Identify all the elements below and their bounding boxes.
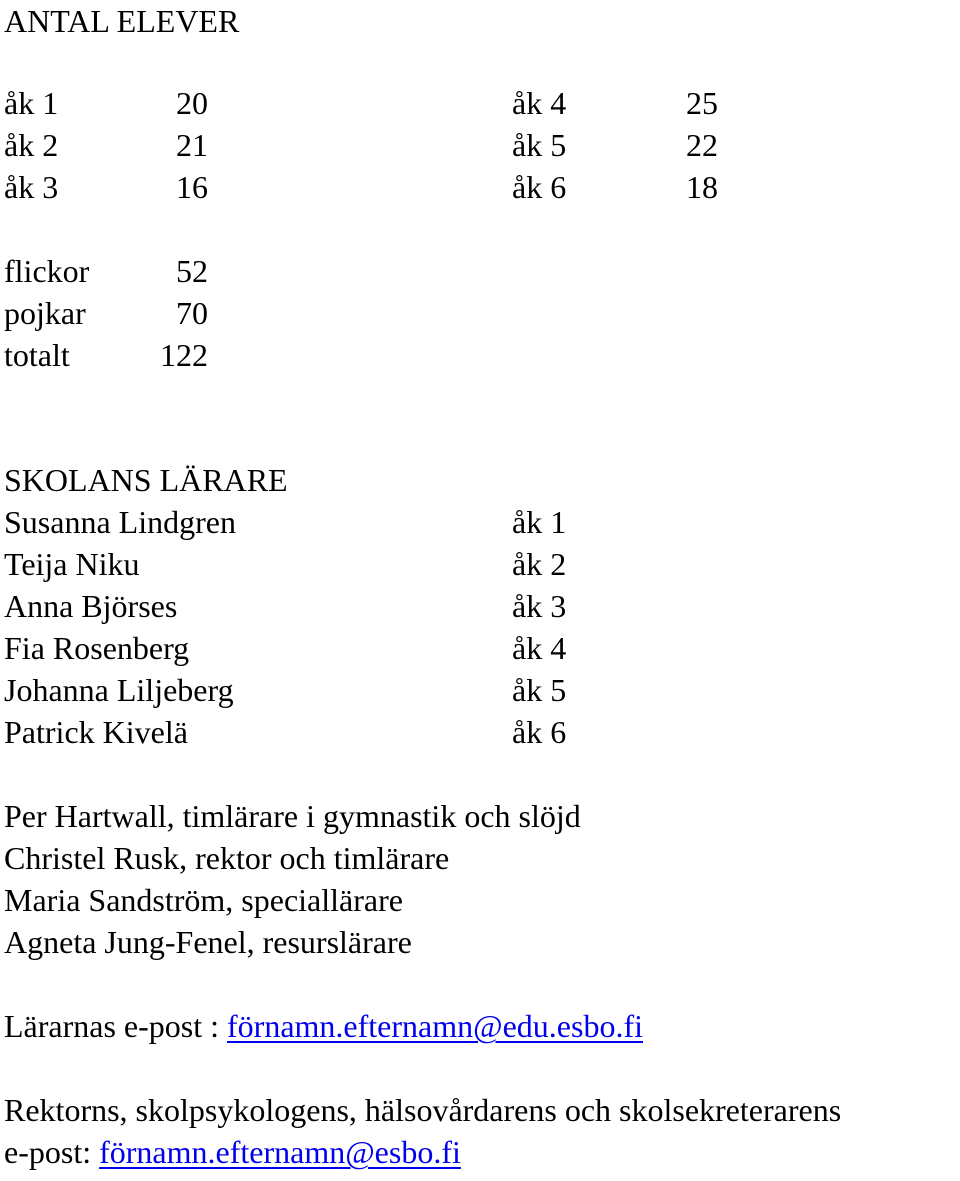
total-row — [4, 292, 304, 334]
teacher-row — [4, 585, 704, 627]
teacher-email-line — [4, 1005, 643, 1047]
teacher-grade: åk 6 — [512, 714, 567, 750]
grade-row — [4, 82, 954, 124]
grade-label: åk 2 — [4, 127, 59, 163]
staff-email-label: e-post: — [4, 1134, 100, 1170]
total-row — [4, 250, 304, 292]
grade-row — [4, 124, 954, 166]
teacher-grade: åk 2 — [512, 546, 567, 582]
total-row — [4, 334, 304, 376]
total-value: 122 — [160, 337, 208, 373]
teacher-grade: åk 4 — [512, 630, 567, 666]
total-label: totalt — [4, 337, 70, 373]
teacher-name: Patrick Kivelä — [4, 714, 188, 750]
staff-line: Maria Sandström, speciallärare — [4, 882, 403, 918]
grade-count: 20 — [176, 85, 208, 121]
teacher-email-link[interactable]: förnamn.efternamn@edu.esbo.fi — [227, 1008, 643, 1044]
teacher-row — [4, 627, 704, 669]
grade-row — [4, 166, 954, 208]
teachers-heading: SKOLANS LÄRARE — [4, 462, 288, 498]
teacher-row — [4, 501, 704, 543]
teacher-row — [4, 543, 704, 585]
staff-line: Christel Rusk, rektor och timlärare — [4, 840, 450, 876]
grade-label: åk 6 — [512, 169, 567, 205]
grade-label: åk 1 — [4, 85, 59, 121]
teacher-grade: åk 1 — [512, 504, 567, 540]
grade-count: 22 — [686, 127, 718, 163]
total-value: 70 — [176, 295, 208, 331]
teacher-name: Anna Björses — [4, 588, 178, 624]
grade-count: 18 — [686, 169, 718, 205]
teacher-name: Teija Niku — [4, 546, 140, 582]
staff-email-line — [4, 1131, 461, 1173]
grade-count: 21 — [176, 127, 208, 163]
teacher-name: Susanna Lindgren — [4, 504, 236, 540]
staff-email-link[interactable]: förnamn.efternamn@esbo.fi — [99, 1134, 461, 1170]
teacher-name: Johanna Liljeberg — [4, 672, 234, 708]
grade-label: åk 5 — [512, 127, 567, 163]
students-heading: ANTAL ELEVER — [4, 3, 240, 39]
teacher-name: Fia Rosenberg — [4, 630, 190, 666]
teacher-email-label: Lärarnas e-post : — [4, 1008, 228, 1044]
grade-label: åk 3 — [4, 169, 59, 205]
total-label: flickor — [4, 253, 90, 289]
grade-count: 16 — [176, 169, 208, 205]
teacher-grade: åk 3 — [512, 588, 567, 624]
teacher-grade: åk 5 — [512, 672, 567, 708]
staff-line: Per Hartwall, timlärare i gymnastik och slöjd — [4, 798, 581, 834]
grade-label: åk 4 — [512, 85, 567, 121]
teacher-row — [4, 711, 704, 753]
total-label: pojkar — [4, 295, 86, 331]
teacher-row — [4, 669, 704, 711]
staff-line: Agneta Jung-Fenel, resurslärare — [4, 924, 412, 960]
total-value: 52 — [176, 253, 208, 289]
grade-count: 25 — [686, 85, 718, 121]
staff-email-description: Rektorns, skolpsykologens, hälsovårdarens och skolsekreterarens — [4, 1092, 842, 1128]
